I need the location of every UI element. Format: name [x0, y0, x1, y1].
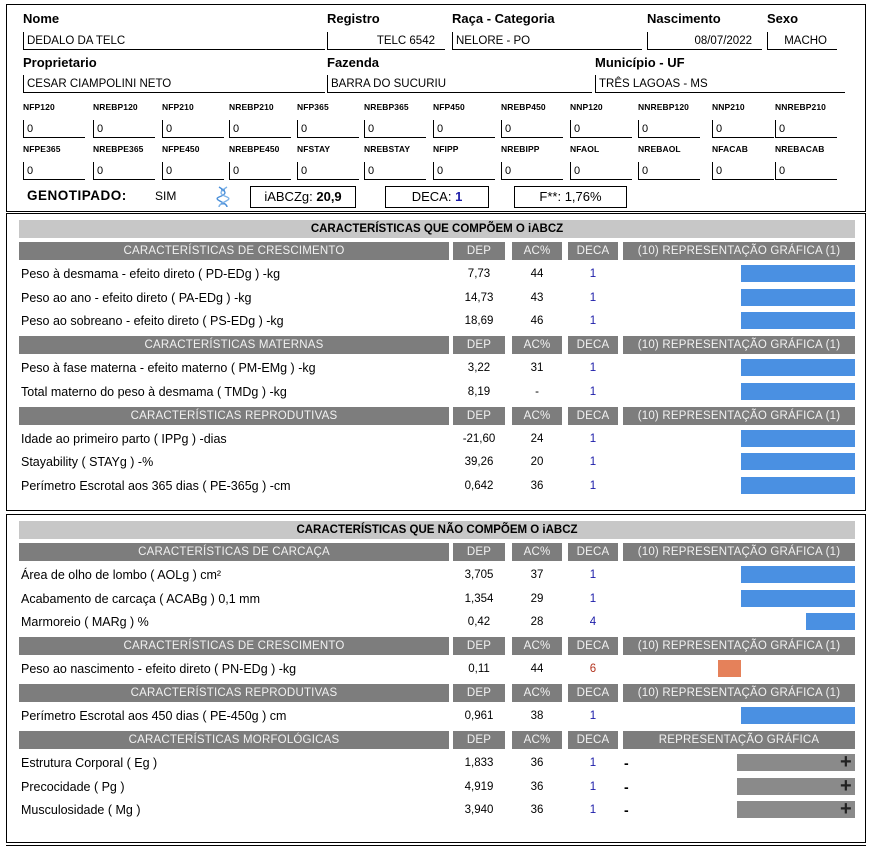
count-value-nfp450: 0	[433, 120, 495, 138]
count-label-nrebaol: NREBAOL	[638, 144, 681, 154]
trait-ac: 44	[530, 663, 544, 675]
trait-name: Idade ao primeiro parto ( IPPg ) -dias	[21, 431, 227, 446]
dep-header: DEP	[453, 407, 505, 425]
f-box	[514, 186, 627, 208]
trait-ac: 36	[530, 757, 544, 769]
trait-deca: 6	[589, 663, 597, 675]
trait-dep: 8,19	[467, 385, 491, 398]
municipio-field: TRÊS LAGOAS - MS	[595, 75, 845, 93]
count-value-nrebp120: 0	[93, 120, 155, 138]
trait-dep: 3,22	[467, 362, 491, 374]
trait-dep: 4,919	[464, 780, 494, 793]
count-value-nrebaol: 0	[638, 162, 700, 180]
count-label-nfstay: NFSTAY	[297, 144, 331, 154]
count-value-nfacab: 0	[712, 162, 774, 180]
trait-deca: 1	[589, 592, 597, 605]
registro-field: TELC 6542	[327, 32, 445, 50]
ac-header: AC%	[512, 336, 562, 354]
deca-box	[385, 186, 489, 208]
graph-bar	[741, 312, 855, 329]
trait-dep: 1,833	[464, 757, 494, 769]
trait-ac: 36	[530, 780, 544, 793]
iabczg-box	[250, 186, 356, 208]
trait-ac: -	[535, 385, 539, 398]
trait-ac: 43	[530, 291, 544, 304]
fazenda-label: Fazenda	[327, 55, 380, 70]
trait-ac: 28	[530, 616, 544, 628]
noncomposing-title: CARACTERÍSTICAS QUE NÃO COMPÕEM O iABCZ	[19, 521, 855, 539]
morph-scale-bar	[737, 798, 855, 820]
trait-deca: 1	[589, 479, 597, 492]
trait-dep: 0,42	[467, 616, 491, 628]
municipio-label: Município - UF	[595, 55, 685, 70]
morph-scale-bar	[737, 774, 855, 797]
sexo-field: MACHO	[767, 32, 837, 50]
trait-ac: 44	[530, 268, 544, 280]
count-label-nfipp: NFIPP	[433, 144, 459, 154]
dep-header: DEP	[453, 336, 505, 354]
count-value-nfp210: 0	[162, 120, 224, 138]
trait-name: Peso ao ano - efeito direto ( PA-EDg ) -kg	[21, 290, 252, 305]
registro-label: Registro	[327, 11, 380, 26]
graph-bar	[741, 383, 855, 400]
trait-name: Peso ao sobreano - efeito direto ( PS-EDg ) -kg	[21, 314, 284, 328]
trait-name: Musculosidade ( Mg )	[21, 803, 141, 817]
count-label-nfaol: NFAOL	[570, 144, 600, 154]
deca-header: DECA	[568, 242, 618, 260]
proprietario-field: CESAR CIAMPOLINI NETO	[23, 75, 325, 93]
count-label-nnrebp120: NNREBP120	[638, 102, 689, 112]
trait-deca: 1	[589, 804, 597, 816]
trait-dep: 39,26	[464, 456, 494, 468]
dep-header: DEP	[453, 242, 505, 260]
trait-name: Marmoreio ( MARg ) %	[21, 615, 149, 629]
count-value-nfaol: 0	[570, 162, 632, 180]
graph-header: (10) REPRESENTAÇÃO GRÁFICA (1)	[623, 684, 855, 702]
count-value-nfpe450: 0	[162, 162, 224, 180]
graph-bar	[741, 289, 855, 306]
composing-title: CARACTERÍSTICAS QUE COMPÕEM O iABCZ	[19, 220, 855, 238]
count-label-nrebacab: NREBACAB	[775, 144, 825, 154]
graph-bar	[741, 265, 855, 282]
nascimento-field: 08/07/2022	[647, 32, 762, 50]
trait-ac: 37	[530, 569, 544, 581]
count-value-nnp120: 0	[570, 120, 632, 138]
deca-header: DECA	[568, 731, 618, 749]
genotipado-label: GENOTIPADO:	[27, 188, 127, 203]
trait-dep: -21,60	[462, 432, 496, 445]
count-value-nrebpe450: 0	[229, 162, 291, 180]
count-label-nrebipp: NREBIPP	[501, 144, 540, 154]
dep-header: DEP	[453, 684, 505, 702]
trait-dep: 1,354	[464, 592, 494, 605]
trait-ac: 38	[530, 710, 544, 722]
graph-bar	[741, 430, 855, 447]
trait-ac: 24	[530, 432, 544, 445]
raca-field: NELORE - PO	[452, 32, 642, 50]
trait-name: Perímetro Escrotal aos 365 dias ( PE-365g ) -cm	[21, 478, 291, 493]
trait-deca: 4	[589, 616, 597, 628]
minus-icon: -	[624, 755, 629, 771]
graph-bar	[741, 566, 855, 583]
trait-name: Total materno do peso à desmama ( TMDg ) -kg	[21, 384, 287, 399]
trait-dep: 18,69	[464, 315, 494, 327]
f-label: F**:	[539, 189, 562, 204]
fazenda-field: BARRA DO SUCURIU	[327, 75, 592, 93]
graph-header: (10) REPRESENTAÇÃO GRÁFICA (1)	[623, 637, 855, 655]
trait-name: Perímetro Escrotal aos 450 dias ( PE-450g ) cm	[21, 709, 287, 723]
ac-header: AC%	[512, 731, 562, 749]
f-value: 1,76%	[564, 189, 602, 204]
count-label-nnrebp210: NNREBP210	[775, 102, 826, 112]
trait-deca: 1	[589, 710, 597, 722]
graph-header: (10) REPRESENTAÇÃO GRÁFICA (1)	[623, 407, 855, 425]
trait-dep: 14,73	[464, 291, 494, 304]
dep-header: DEP	[453, 637, 505, 655]
animal-info-panel	[6, 4, 866, 212]
trait-dep: 0,961	[464, 710, 494, 722]
trait-deca: 1	[589, 385, 597, 398]
count-label-nnp210: NNP210	[712, 102, 745, 112]
trait-ac: 31	[530, 362, 544, 374]
trait-name: Precocidade ( Pg )	[21, 779, 125, 794]
trait-dep: 3,940	[464, 804, 494, 816]
count-label-nrebp365: NREBP365	[364, 102, 409, 112]
group-header: CARACTERÍSTICAS MORFOLÓGICAS	[19, 731, 449, 749]
group-header: CARACTERÍSTICAS DE CRESCIMENTO	[19, 242, 449, 260]
count-label-nrebp450: NREBP450	[501, 102, 546, 112]
nome-field: DEDALO DA TELC	[23, 32, 325, 50]
count-value-nfp365: 0	[297, 120, 359, 138]
plus-icon: +	[840, 751, 852, 773]
trait-name: Acabamento de carcaça ( ACABg ) 0,1 mm	[21, 591, 260, 606]
trait-name: Peso à desmama - efeito direto ( PD-EDg ) -kg	[21, 267, 281, 281]
ac-header: AC%	[512, 543, 562, 561]
trait-ac: 36	[530, 804, 544, 816]
trait-deca: 1	[589, 456, 597, 468]
minus-icon: -	[624, 802, 629, 818]
count-label-nfpe450: NFPE450	[162, 144, 200, 154]
trait-deca: 1	[589, 780, 597, 793]
morph-scale-bar	[737, 751, 855, 773]
ac-header: AC%	[512, 242, 562, 260]
count-label-nrebp120: NREBP120	[93, 102, 138, 112]
count-value-nnp210: 0	[712, 120, 774, 138]
genotipado-value: SIM	[155, 189, 177, 203]
graph-header: (10) REPRESENTAÇÃO GRÁFICA (1)	[623, 242, 855, 260]
count-label-nfp450: NFP450	[433, 102, 465, 112]
count-label-nrebp210: NREBP210	[229, 102, 274, 112]
trait-ac: 36	[530, 479, 544, 492]
trait-name: Peso à fase materna - efeito materno ( PM-EMg ) -kg	[21, 361, 316, 375]
count-value-nrebp365: 0	[364, 120, 426, 138]
nascimento-label: Nascimento	[647, 11, 721, 26]
composing-traits-panel	[6, 213, 866, 511]
count-value-nnrebp120: 0	[638, 120, 700, 138]
group-header: CARACTERÍSTICAS DE CRESCIMENTO	[19, 637, 449, 655]
trait-deca: 1	[589, 268, 597, 280]
minus-icon: -	[624, 778, 629, 795]
graph-header: (10) REPRESENTAÇÃO GRÁFICA (1)	[623, 336, 855, 354]
trait-ac: 20	[530, 456, 544, 468]
graph-bar	[741, 707, 855, 724]
deca-header: DECA	[568, 637, 618, 655]
trait-deca: 1	[589, 315, 597, 327]
deca-header: DECA	[568, 684, 618, 702]
graph-bar	[806, 613, 855, 630]
trait-dep: 7,73	[467, 268, 491, 280]
count-label-nfp120: NFP120	[23, 102, 55, 112]
count-value-nrebpe365: 0	[93, 162, 155, 180]
count-label-nfp210: NFP210	[162, 102, 194, 112]
deca-value: 1	[455, 189, 463, 204]
ac-header: AC%	[512, 684, 562, 702]
graph-bar	[718, 660, 741, 677]
raca-label: Raça - Categoria	[452, 11, 555, 26]
trait-deca: 1	[589, 362, 597, 374]
trait-name: Área de olho de lombo ( AOLg ) cm²	[21, 568, 222, 582]
count-value-nrebp450: 0	[501, 120, 563, 138]
count-value-nfp120: 0	[23, 120, 85, 138]
count-value-nfstay: 0	[297, 162, 359, 180]
graph-bar	[741, 590, 855, 607]
count-value-nrebstay: 0	[364, 162, 426, 180]
count-label-nrebpe365: NREBPE365	[93, 144, 144, 154]
group-header: CARACTERÍSTICAS REPRODUTIVAS	[19, 684, 449, 702]
graph-header: (10) REPRESENTAÇÃO GRÁFICA (1)	[623, 543, 855, 561]
proprietario-label: Proprietario	[23, 55, 97, 70]
noncomposing-traits-panel	[6, 514, 866, 843]
iabczg-label: iABCZg:	[264, 189, 313, 204]
count-label-nfp365: NFP365	[297, 102, 329, 112]
count-label-nrebpe450: NREBPE450	[229, 144, 280, 154]
sexo-label: Sexo	[767, 11, 799, 26]
trait-deca: 1	[589, 291, 597, 304]
count-label-nrebstay: NREBSTAY	[364, 144, 411, 154]
graph-bar	[741, 359, 855, 376]
trait-ac: 29	[530, 592, 544, 605]
nome-label: Nome	[23, 11, 60, 26]
plus-icon: +	[840, 774, 852, 797]
dna-icon	[216, 186, 230, 208]
trait-deca: 1	[589, 432, 597, 445]
plus-icon: +	[840, 798, 852, 820]
trait-dep: 0,642	[464, 479, 494, 492]
count-value-nfpe365: 0	[23, 162, 85, 180]
deca-header: DECA	[568, 336, 618, 354]
count-label-nfacab: NFACAB	[712, 144, 749, 154]
deca-header: DECA	[568, 543, 618, 561]
ac-header: AC%	[512, 407, 562, 425]
count-value-nnrebp210: 0	[775, 120, 837, 138]
trait-dep: 0,11	[468, 663, 490, 675]
trait-ac: 46	[530, 315, 544, 327]
dep-header: DEP	[453, 543, 505, 561]
count-value-nrebp210: 0	[229, 120, 291, 138]
count-value-nfipp: 0	[433, 162, 495, 180]
group-header: CARACTERÍSTICAS DE CARCAÇA	[19, 543, 449, 561]
trait-dep: 3,705	[464, 569, 494, 581]
trait-deca: 1	[589, 757, 597, 769]
deca-label: DECA:	[411, 189, 452, 204]
iabczg-value: 20,9	[316, 189, 342, 204]
count-label-nnp120: NNP120	[570, 102, 603, 112]
count-value-nrebipp: 0	[501, 162, 563, 180]
trait-name: Peso ao nascimento - efeito direto ( PN-EDg ) -kg	[21, 662, 297, 676]
count-label-nfpe365: NFPE365	[23, 144, 61, 154]
graph-header: REPRESENTAÇÃO GRÁFICA	[623, 731, 855, 749]
trait-name: Estrutura Corporal ( Eg )	[21, 756, 158, 770]
count-value-nrebacab: 0	[775, 162, 837, 180]
graph-bar	[741, 477, 855, 494]
deca-header: DECA	[568, 407, 618, 425]
trait-deca: 1	[589, 569, 597, 581]
graph-bar	[741, 453, 855, 470]
ac-header: AC%	[512, 637, 562, 655]
dep-header: DEP	[453, 731, 505, 749]
group-header: CARACTERÍSTICAS MATERNAS	[19, 336, 449, 354]
group-header: CARACTERÍSTICAS REPRODUTIVAS	[19, 407, 449, 425]
trait-name: Stayability ( STAYg ) -%	[21, 455, 154, 469]
